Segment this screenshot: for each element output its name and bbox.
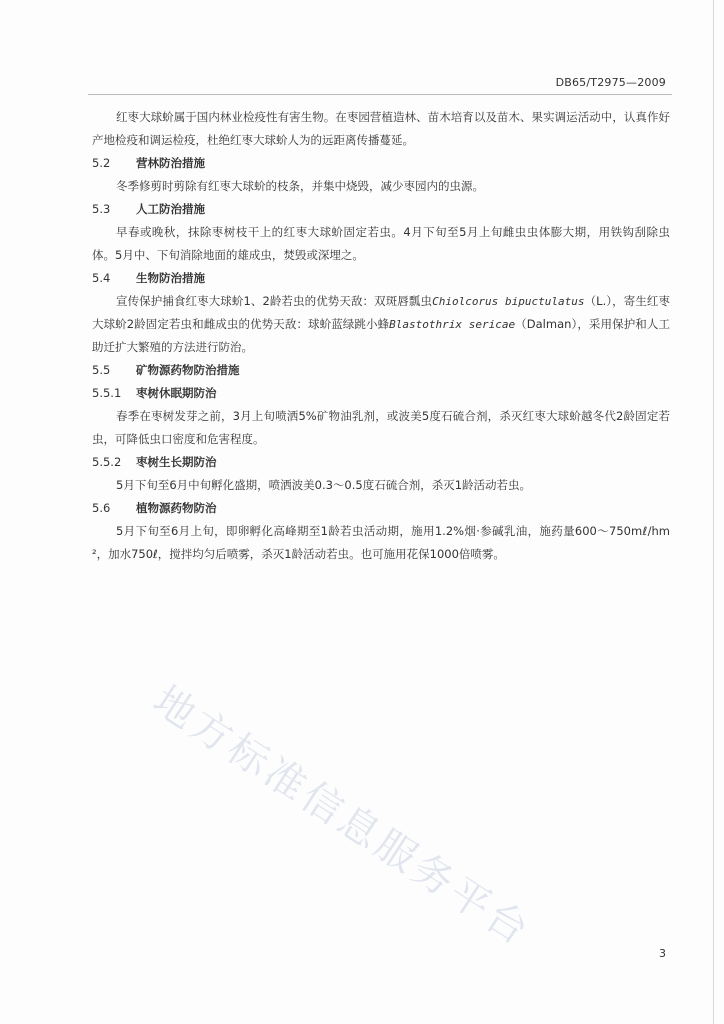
section-title: 人工防治措施 [136, 202, 205, 216]
section-number: 5.5.1 [92, 386, 122, 400]
section-number: 5.5.2 [92, 455, 122, 469]
text-segment: （L.），寄生红枣大球蚧2龄固定若虫和雌成虫的优势天敌：球蚧蓝绿跳小蜂 [92, 294, 670, 331]
section-title: 矿物源药物防治措施 [136, 363, 240, 377]
section-number: 5.3 [92, 202, 111, 216]
header-divider [88, 94, 672, 95]
document-body [92, 106, 670, 566]
section-heading-5-5-2 [92, 451, 670, 474]
section-title: 生物防治措施 [136, 271, 205, 285]
text-segment: 宣传保护捕食红枣大球蚧1、2龄若虫的优势天敌：双斑唇瓢虫 [116, 294, 433, 308]
section-number: 5.2 [92, 156, 111, 170]
latin-species-name: Chiolcorus bipuctulatus [432, 295, 585, 308]
paragraph-biological-measures [92, 290, 670, 359]
paragraph-growth-period: 5月下旬至6月中旬孵化盛期，喷洒波美0.3～0.5度石硫合剂，杀灭1龄活动若虫。 [116, 478, 532, 492]
section-title: 营林防治措施 [136, 156, 205, 170]
section-heading-5-2 [92, 152, 670, 175]
section-heading-5-5 [92, 359, 670, 382]
section-heading-5-3 [92, 198, 670, 221]
section-number: 5.5 [92, 363, 111, 377]
section-heading-5-6 [92, 497, 670, 520]
latin-species-name: Blastothrix sericae [389, 318, 516, 331]
section-number: 5.4 [92, 271, 111, 285]
paragraph-dormant-period: 春季在枣树发芽之前，3月上旬喷洒5%矿物油乳剂，或波美5度石硫合剂，杀灭红枣大球蚧越冬代2龄固定若虫，可降低虫口密度和危害程度。 [92, 409, 670, 446]
standard-code: DB65/T2975—2009 [555, 76, 666, 89]
paragraph-quarantine: 红枣大球蚧属于国内林业检疫性有害生物。在枣园营植造林、苗木培育以及苗木、果实调运活动中，认真作好产地检疫和调运检疫，杜绝红枣大球蚧人为的远距离传播蔓延。 [92, 110, 670, 147]
watermark: 地方标准信息服务平台 [145, 677, 540, 956]
section-number: 5.6 [92, 501, 111, 515]
section-heading-5-5-1 [92, 382, 670, 405]
section-heading-5-4 [92, 267, 670, 290]
section-title: 枣树生长期防治 [136, 455, 217, 469]
section-title: 枣树休眠期防治 [136, 386, 217, 400]
paragraph-manual-measures: 早春或晚秋，抹除枣树枝干上的红枣大球蚧固定若虫。4月下旬至5月上旬雌虫虫体膨大期，用铁钩刮除虫体。5月中、下旬消除地面的雄成虫，焚毁或深埋之。 [92, 225, 670, 262]
paragraph-plant-source-agents: 5月下旬至6月上旬，即卵孵化高峰期至1龄若虫活动期，施用1.2%烟·参碱乳油，施药量600～750mℓ/hm²，加水750ℓ，搅拌均匀后喷雾，杀灭1龄活动若虫。也可施用花保1000倍喷雾。 [92, 524, 670, 561]
text-segment: （Dalman），采用保护和人工助迁扩大繁殖的方法进行防治。 [92, 317, 670, 354]
section-title: 植物源药物防治 [136, 501, 217, 515]
paragraph-forestry-measures: 冬季修剪时剪除有红枣大球蚧的枝条，并集中烧毁，减少枣园内的虫源。 [116, 179, 484, 193]
page-number: 3 [659, 947, 666, 960]
page-edge [713, 0, 714, 1024]
